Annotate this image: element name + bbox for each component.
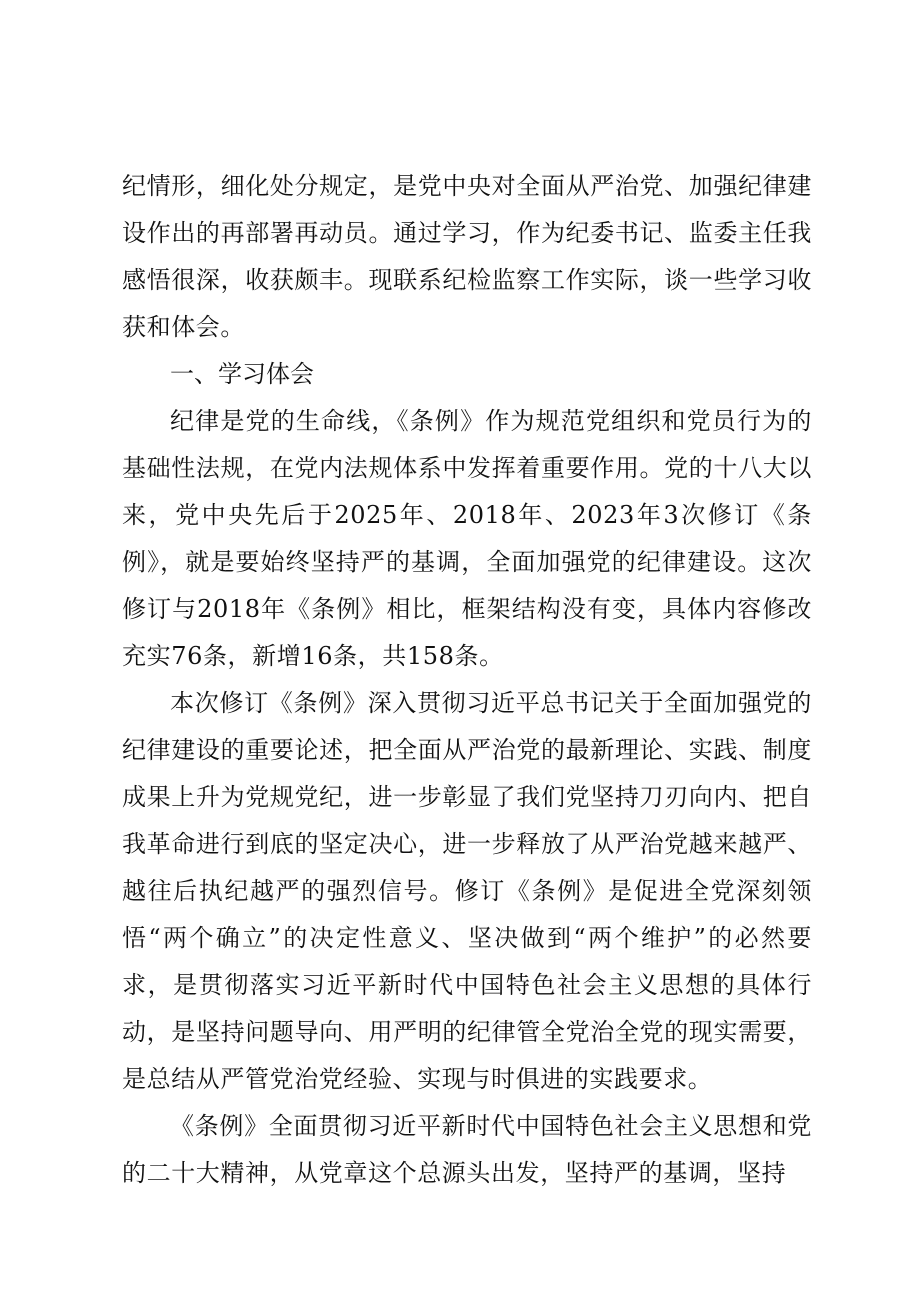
paragraph-revision-significance: 本次修订《条例》深入贯彻习近平总书记关于全面加强党的纪律建设的重要论述，把全面从严治党的最新理论、实践、制度成果上升为党规党纪，进一步彰显了我们党坚持刀刃向内、把自我革命进行到底的坚定决心，进一步释放了从严治党越来越严、越往后执纪越严的强烈信号。修订《条例》是促进全党深刻领悟“两个确立”的决定性意义、坚决做到“两个维护”的必然要求，是贯彻落实习近平新时代中国特色社会主义思想的具体行动，是坚持问题导向、用严明的纪律管全党治全党的现实需要，是总结从严管党治党经验、实现与时俱进的实践要求。 (122, 689, 812, 1093)
paragraph-discipline-lifeline: 纪律是党的生命线，《条例》作为规范党组织和党员行为的基础性法规，在党内法规体系中发挥着重要作用。党的十八大以来，党中央先后于2025年、2018年、2023年3次修订《条例》，就是要始终坚持严的基调，全面加强党的纪律建设。这次修订与2018年《条例》相比，框架结构没有变，具体内容修改充实76条，新增16条，共158条。 (122, 407, 812, 670)
document-body (122, 163, 812, 1197)
paragraph-regulation-overview: 《条例》全面贯彻习近平新时代中国特色社会主义思想和党的二十大精神，从党章这个总源头出发，坚持严的基调，坚持 (122, 1112, 812, 1187)
section-heading: 一、学习体会 (170, 360, 314, 388)
paragraph-continuation: 纪情形，细化处分规定，是党中央对全面从严治党、加强纪律建设作出的再部署再动员。通过学习，作为纪委书记、监委主任我感悟很深，收获颇丰。现联系纪检监察工作实际，谈一些学习收获和体会。 (122, 172, 812, 341)
